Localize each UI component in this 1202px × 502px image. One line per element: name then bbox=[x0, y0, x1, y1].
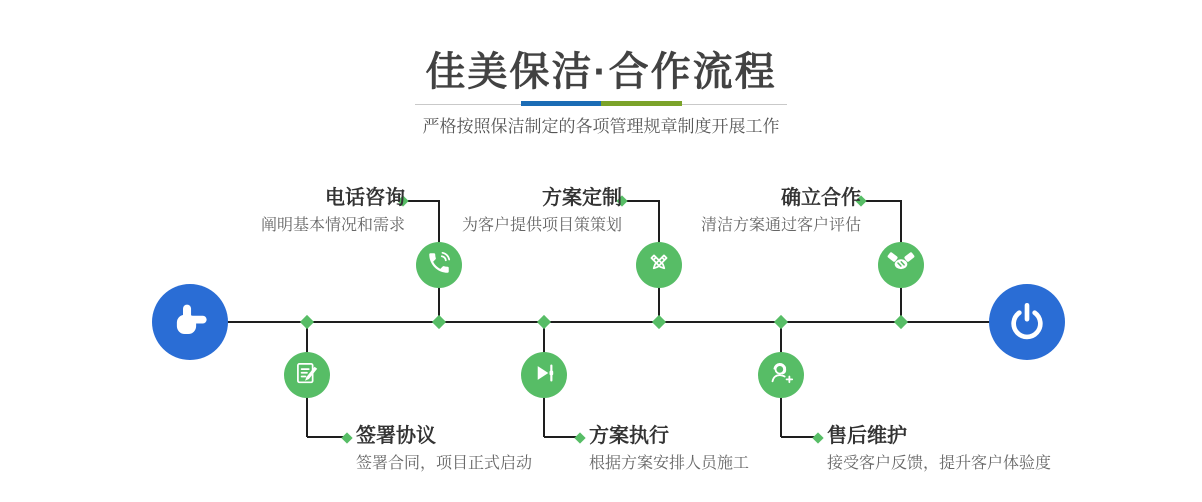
connector-bottom-1-horizontal bbox=[307, 436, 344, 438]
step-title: 签署协议 bbox=[356, 425, 436, 447]
step-node-design bbox=[636, 242, 682, 288]
phone-icon bbox=[426, 250, 452, 281]
timeline-node-diamond bbox=[774, 315, 788, 329]
step-title: 方案执行 bbox=[589, 425, 669, 447]
step-node-aftersales bbox=[758, 352, 804, 398]
page-title: 佳美保洁·合作流程 bbox=[425, 50, 777, 94]
step-title: 确立合作 bbox=[781, 187, 861, 209]
title-divider-green-segment bbox=[601, 101, 682, 106]
step-desc: 签署合同，项目正式启动 bbox=[356, 455, 533, 472]
timeline-node-diamond bbox=[537, 315, 551, 329]
step-desc: 根据方案安排人员施工 bbox=[589, 455, 750, 472]
contract-signing-icon bbox=[294, 360, 320, 391]
step-label-establish-cooperation bbox=[651, 186, 861, 237]
customer-service-icon bbox=[768, 359, 795, 391]
play-execute-icon bbox=[531, 360, 557, 391]
handshake-icon bbox=[887, 249, 915, 282]
timeline-start-node bbox=[152, 284, 228, 360]
timeline-node-diamond bbox=[894, 315, 908, 329]
step-title: 电话咨询 bbox=[325, 187, 405, 209]
title-divider-blue-segment bbox=[521, 101, 601, 106]
step-label-plan-customize bbox=[412, 186, 622, 237]
design-tools-icon bbox=[646, 250, 672, 281]
page-subtitle: 严格按照保洁制定的各项管理规章制度开展工作 bbox=[422, 117, 780, 136]
step-node-execution bbox=[521, 352, 567, 398]
timeline-node-diamond bbox=[300, 315, 314, 329]
step-label-aftersales-maintenance bbox=[827, 424, 1127, 475]
step-desc: 为客户提供项目策策划 bbox=[461, 217, 622, 234]
step-node-phone bbox=[416, 242, 462, 288]
label-diamond bbox=[341, 432, 352, 443]
step-node-contract bbox=[284, 352, 330, 398]
connector-top-3-horizontal bbox=[865, 200, 902, 202]
timeline-end-node bbox=[989, 284, 1065, 360]
step-desc: 阐明基本情况和需求 bbox=[260, 217, 405, 234]
step-node-cooperation bbox=[878, 242, 924, 288]
timeline-node-diamond bbox=[432, 315, 446, 329]
step-title: 方案定制 bbox=[542, 187, 622, 209]
hand-point-right-icon bbox=[169, 299, 211, 346]
step-desc: 接受客户反馈，提升客户体验度 bbox=[827, 455, 1052, 472]
step-title: 售后维护 bbox=[827, 425, 907, 447]
power-icon bbox=[1007, 300, 1047, 345]
timeline-node-diamond bbox=[652, 315, 666, 329]
step-desc: 清洁方案通过客户评估 bbox=[700, 217, 861, 234]
step-label-phone-consult bbox=[195, 186, 405, 237]
